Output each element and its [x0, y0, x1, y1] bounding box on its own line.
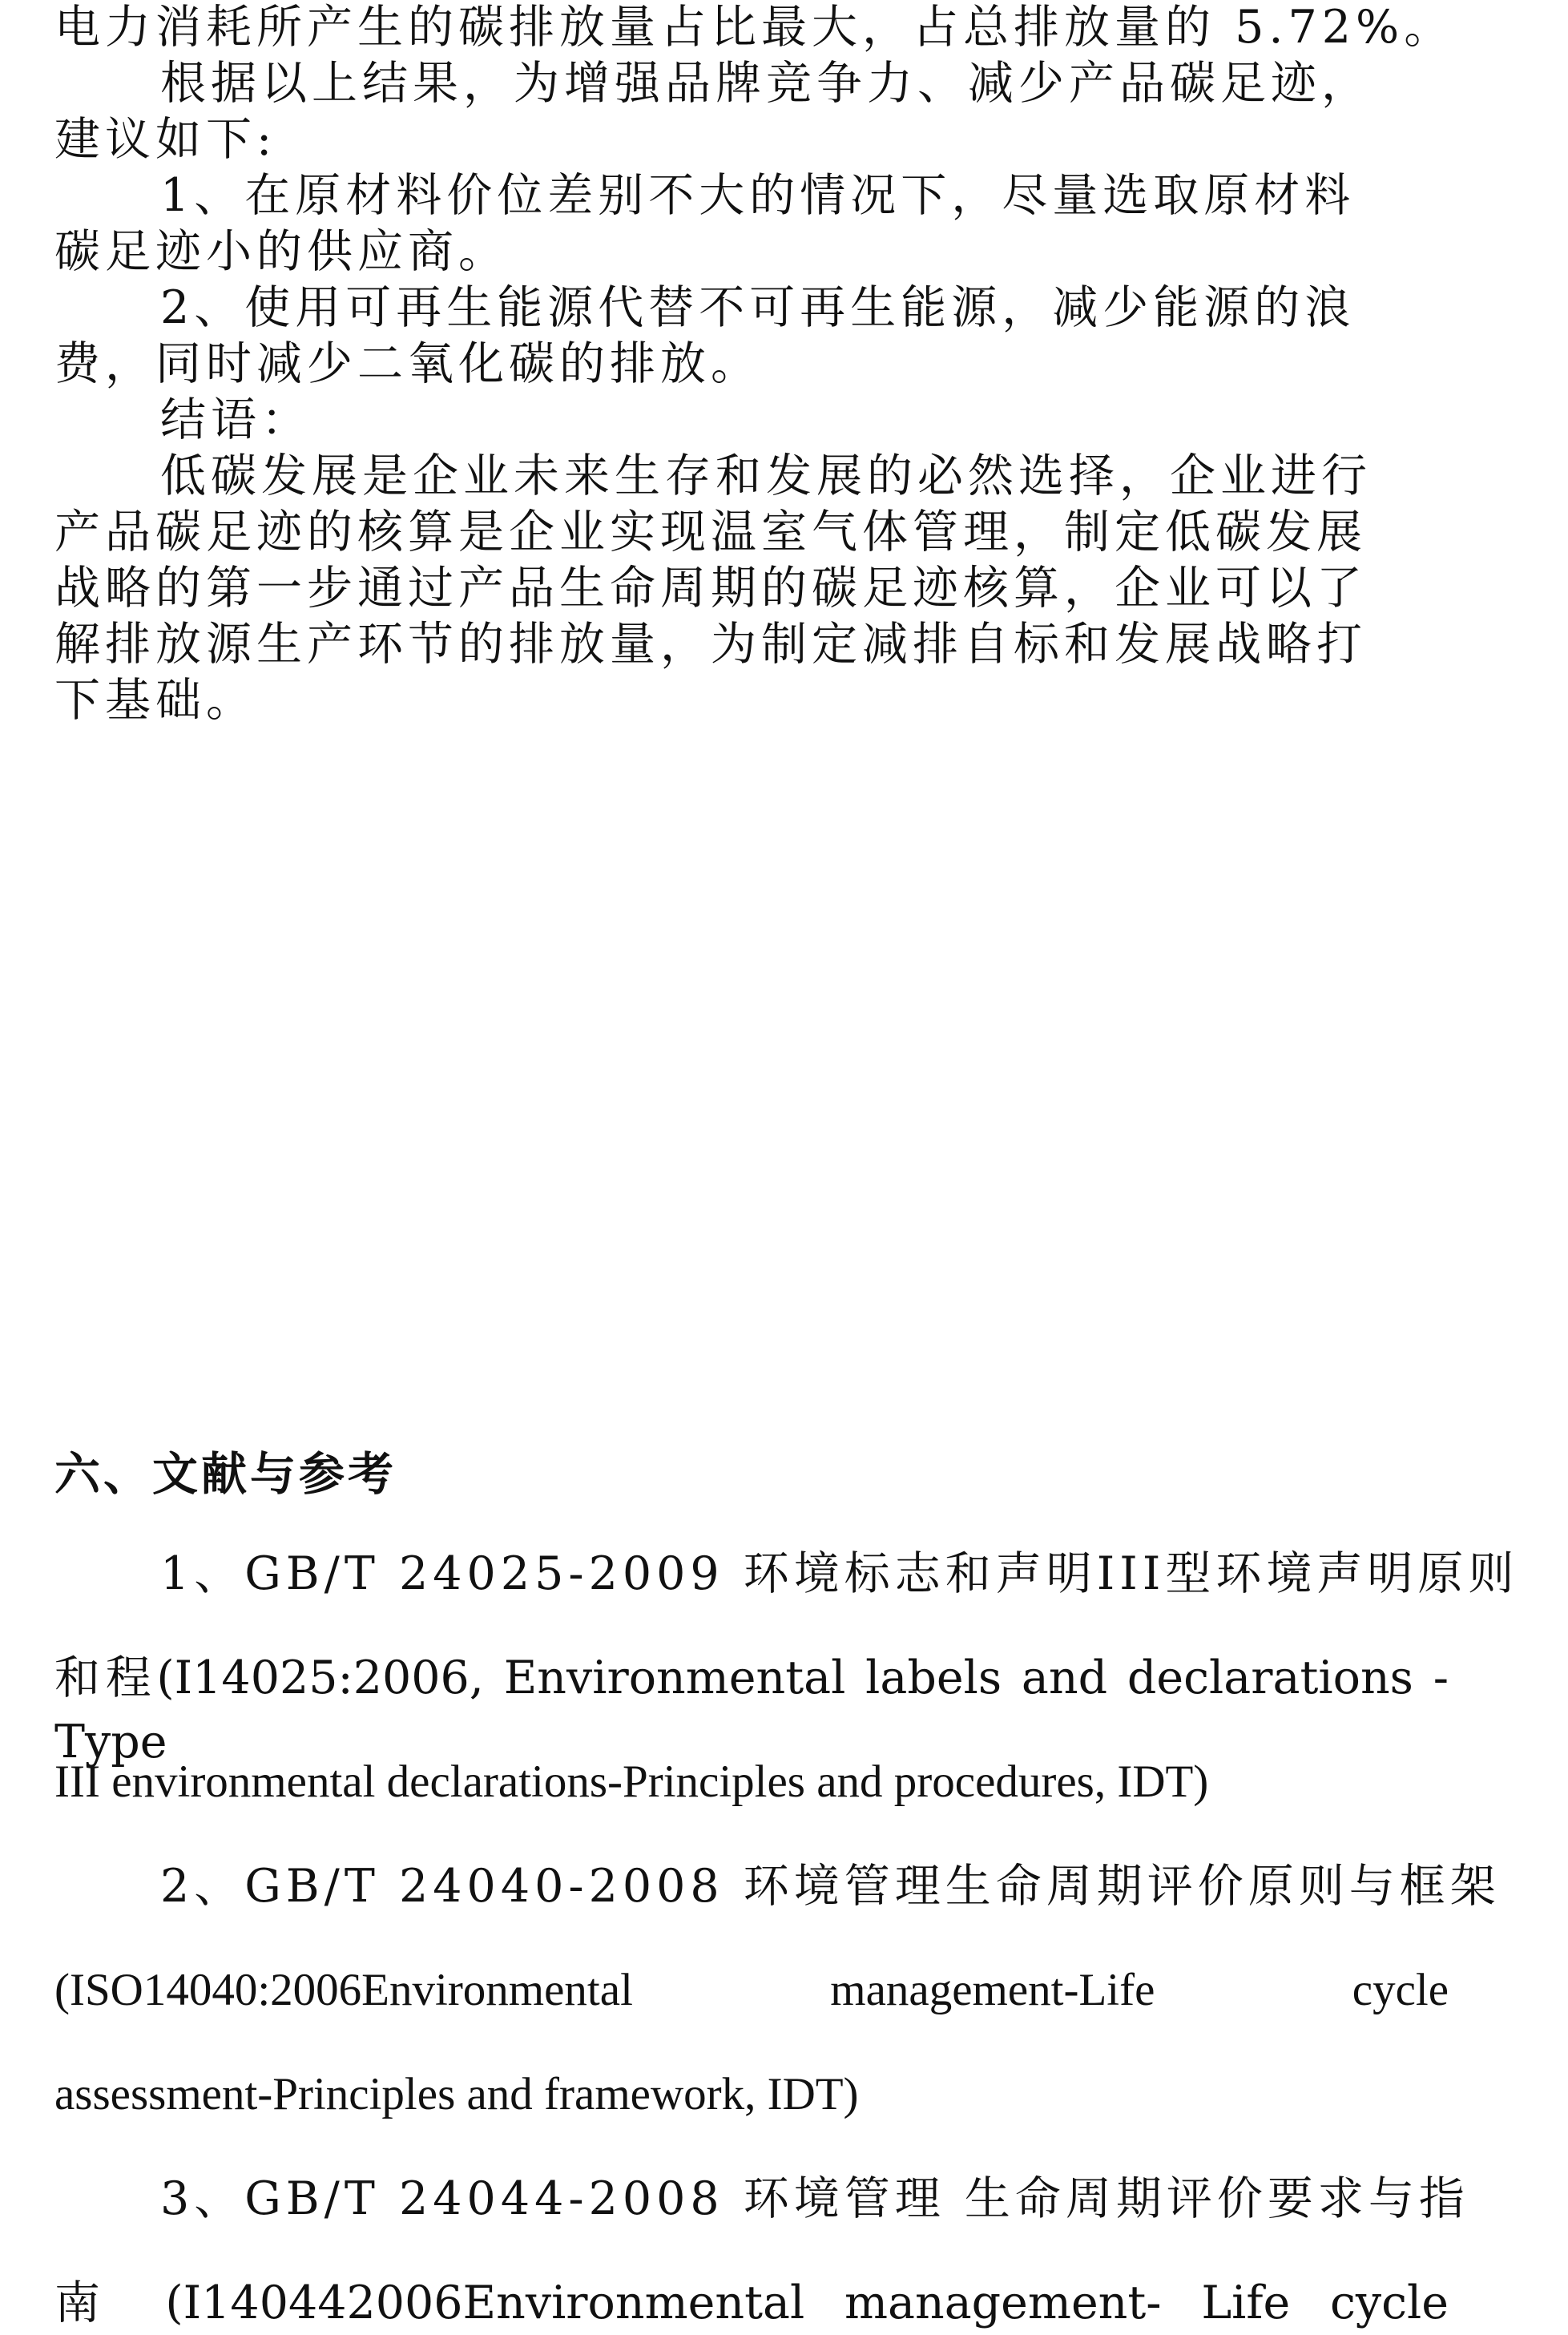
paragraph-line: 建议如下:: [54, 113, 277, 166]
section-heading: 六、文献与参考: [54, 1447, 397, 1501]
paragraph-line: 解排放源生产环节的排放量，为制定减排自标和发展战略打: [54, 618, 1367, 671]
reference-line: III environmental declarations-Principles and procedures, IDT): [54, 1756, 1209, 1807]
paragraph-line: 低碳发展是企业未来生存和发展的必然选择，企业进行: [160, 450, 1372, 502]
reference-line: 和程(I14025:2006, Environmental labels and declarations -Type: [54, 1651, 1449, 1768]
paragraph-line: 碳足迹小的供应商。: [54, 225, 509, 278]
reference-line: 1、GB/T 24025-2009 环境标志和声明III型环境声明原则: [160, 1547, 1519, 1600]
paragraph-line: 电力消耗所产生的碳排放量占比最大，占总排放量的 5.72%。: [54, 1, 1455, 54]
paragraph-line: 根据以上结果，为增强品牌竞争力、减少产品碳足迹，: [160, 57, 1372, 110]
reference-line: 2、GB/T 24040-2008 环境管理生命周期评价原则与框架: [160, 1860, 1501, 1913]
paragraph-line: 费，同时减少二氧化碳的排放。: [54, 337, 761, 390]
paragraph-line: 产品碳足迹的核算是企业实现温室气体管理，制定低碳发展: [54, 506, 1367, 559]
reference-line: assessment-Principles and framework, IDT): [54, 2069, 859, 2119]
reference-line: (ISO14040:2006Environmental management-Life cycle: [54, 1965, 1449, 2015]
conclusion-label: 结语：: [160, 393, 312, 446]
reference-line: 3、GB/T 24044-2008 环境管理 生命周期评价要求与指: [160, 2172, 1469, 2225]
paragraph-line: 2、使用可再生能源代替不可再生能源，减少能源的浪: [160, 281, 1356, 334]
paragraph-line: 下基础。: [54, 674, 256, 727]
paragraph-line: 战略的第一步通过产品生命周期的碳足迹核算，企业可以了: [54, 562, 1367, 615]
paragraph-line: 1、在原材料价位差别不大的情况下，尽量选取原材料: [160, 169, 1356, 222]
reference-line: 南 (I140442006Environmental management- Life cycle: [54, 2277, 1449, 2329]
